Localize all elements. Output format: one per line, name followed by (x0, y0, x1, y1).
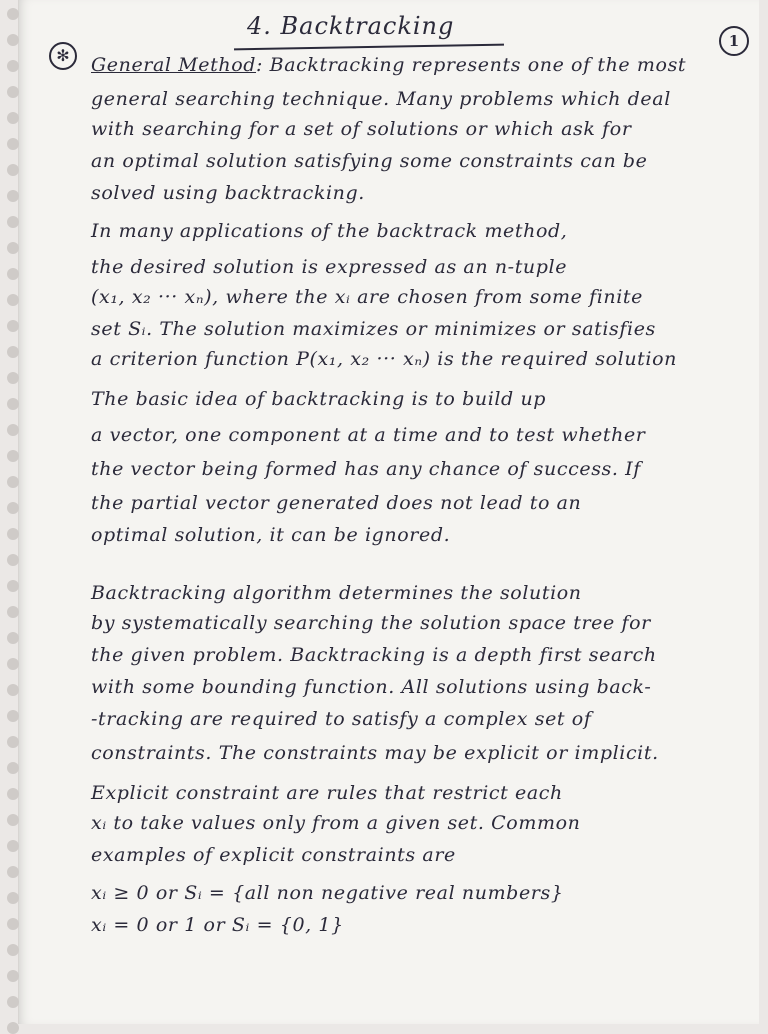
text-line (91, 456, 641, 482)
binding-hole (7, 502, 19, 514)
line-text: constraints. The constraints may be explicit or implicit. (91, 742, 659, 764)
binding-hole (7, 60, 19, 72)
title-underline (234, 44, 504, 51)
line-text: In many applications of the backtrack method, (91, 220, 568, 242)
binding-hole (7, 372, 19, 384)
text-line (91, 386, 546, 412)
line-text: with searching for a set of solutions or which ask for (91, 118, 632, 140)
text-line (91, 254, 567, 280)
binding-hole (7, 190, 19, 202)
page-title: 4. Backtracking (247, 12, 455, 40)
line-text: : Backtracking represents one of the most (256, 54, 687, 76)
text-line (91, 780, 563, 806)
line-text: examples of explicit constraints are (91, 844, 456, 866)
binding-hole (7, 684, 19, 696)
text-line (91, 218, 567, 244)
line-text: a criterion function P(x₁, x₂ ··· xₙ) is the required solution (91, 348, 677, 370)
line-text: a vector, one component at a time and to test whether (91, 424, 646, 446)
text-line (91, 52, 686, 78)
text-line (91, 912, 344, 938)
line-text: -tracking are required to satisfy a complex set of (91, 708, 592, 730)
binding-hole (7, 138, 19, 150)
binding-hole (7, 450, 19, 462)
line-text: the desired solution is expressed as an n-tuple (91, 256, 568, 278)
line-text: Explicit constraint are rules that restrict each (91, 782, 563, 804)
binding-hole (7, 8, 19, 20)
line-text: Backtracking algorithm determines the solution (91, 582, 582, 604)
binding-hole (7, 528, 19, 540)
binding-hole (7, 944, 19, 956)
text-line (91, 180, 365, 206)
binding-hole (7, 242, 19, 254)
binding-hole (7, 216, 19, 228)
binding-hole (7, 34, 19, 46)
text-line (91, 490, 581, 516)
line-text: solved using backtracking. (91, 182, 365, 204)
binding-hole (7, 840, 19, 852)
binding-hole (7, 788, 19, 800)
text-line (91, 880, 564, 906)
binding-hole (7, 346, 19, 358)
line-text: (x₁, x₂ ··· xₙ), where the xᵢ are chosen from some finite (91, 286, 643, 308)
binding-hole (7, 606, 19, 618)
line-text: by systematically searching the solution space tree for (91, 612, 651, 634)
binding-hole (7, 736, 19, 748)
line-text: xᵢ = 0 or 1 or Sᵢ = {0, 1} (91, 914, 344, 936)
binding-hole (7, 424, 19, 436)
binding-hole (7, 814, 19, 826)
binding-hole (7, 580, 19, 592)
text-line (91, 148, 648, 174)
text-line (91, 740, 659, 766)
text-line (91, 580, 582, 606)
binding-hole (7, 294, 19, 306)
binding-hole (7, 398, 19, 410)
asterisk-marker-icon: ✻ (49, 42, 77, 70)
line-text: optimal solution, it can be ignored. (91, 524, 451, 546)
text-line (91, 610, 651, 636)
line-text: general searching technique. Many problems which deal (91, 88, 671, 110)
text-line (91, 116, 632, 142)
binding-hole (7, 320, 19, 332)
line-text: The basic idea of backtracking is to build up (91, 388, 547, 410)
text-line (91, 422, 646, 448)
text-line (91, 674, 651, 700)
binding-hole (7, 86, 19, 98)
binding-hole (7, 476, 19, 488)
section-heading: General Method (91, 54, 257, 76)
text-line (91, 706, 591, 732)
binding-hole (7, 112, 19, 124)
page-number: 1 (719, 26, 749, 56)
text-line (91, 522, 450, 548)
line-text: the given problem. Backtracking is a depth first search (91, 644, 657, 666)
binding-hole (7, 710, 19, 722)
line-text: set Sᵢ. The solution maximizes or minimizes or satisfies (91, 318, 656, 340)
text-line (91, 642, 657, 668)
binding-hole (7, 866, 19, 878)
binding-hole (7, 996, 19, 1008)
line-text: xᵢ to take values only from a given set. Common (91, 812, 581, 834)
notebook-page (18, 0, 759, 1024)
line-text: an optimal solution satisfying some constraints can be (91, 150, 648, 172)
text-line (91, 316, 656, 342)
text-line (91, 86, 671, 112)
binding-hole (7, 918, 19, 930)
line-text: with some bounding function. All solutions using back- (91, 676, 652, 698)
binding-holes (7, 0, 27, 1024)
binding-hole (7, 658, 19, 670)
binding-hole (7, 762, 19, 774)
binding-hole (7, 892, 19, 904)
binding-hole (7, 164, 19, 176)
line-text: xᵢ ≥ 0 or Sᵢ = {all non negative real numbers} (91, 882, 564, 904)
text-line (91, 346, 677, 372)
line-text: the vector being formed has any chance of success. If (91, 458, 641, 480)
binding-hole (7, 970, 19, 982)
binding-hole (7, 268, 19, 280)
binding-hole (7, 632, 19, 644)
text-line (91, 284, 643, 310)
text-line (91, 810, 580, 836)
binding-hole (7, 554, 19, 566)
line-text: the partial vector generated does not lead to an (91, 492, 582, 514)
text-line (91, 842, 456, 868)
